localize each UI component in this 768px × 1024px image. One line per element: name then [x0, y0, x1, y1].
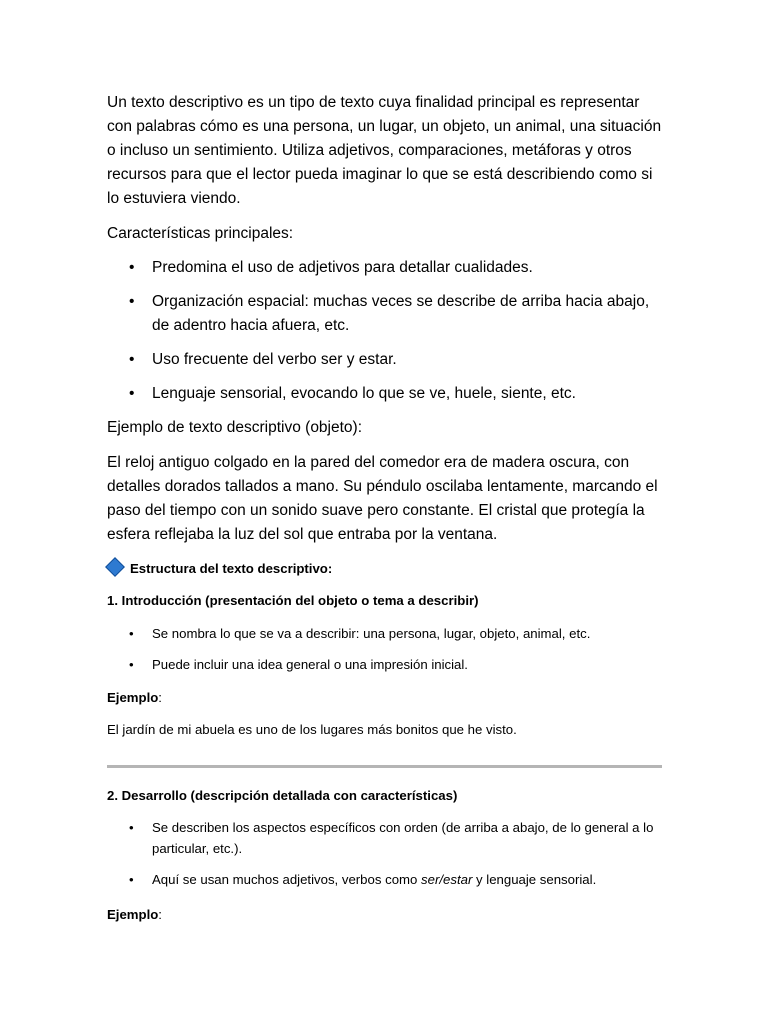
example-paragraph: El reloj antiguo colgado en la pared del comedor era de madera oscura, con detalles dorados tallados a mano. Su péndulo oscilaba lentamente, marcando el paso del tiempo con un sonido suave pero constante. El cristal que protegía la esfera reflejaba la luz del sol que entraba por la ventana.: [107, 454, 658, 543]
list-item: • Lenguaje sensorial, evocando lo que se ve, huele, siente, etc.: [107, 382, 667, 406]
bullet: •: [129, 293, 135, 310]
characteristics-heading: Características principales:: [107, 225, 294, 242]
section1-list: [107, 623, 667, 685]
section1-heading: 1. Introducción (presentación del objeto o tema a describir): [107, 593, 479, 608]
bullet: •: [129, 259, 135, 276]
list-item: • Aquí se usan muchos adjetivos, verbos como ser/estar y lenguaje sensorial.: [107, 869, 667, 890]
section1-example-label: Ejemplo:: [107, 690, 162, 705]
list-item: • Se nombra lo que se va a describir: una persona, lugar, objeto, animal, etc.: [107, 623, 667, 644]
bullet: •: [129, 872, 134, 887]
intro-paragraph: Un texto descriptivo es un tipo de texto cuya finalidad principal es representar con palabras cómo es una persona, un lugar, un objeto, un animal, una situación o incluso un sentimiento. Utiliza adjetivos, comparaciones, metáforas y otros recursos para que el lector pueda imaginar lo que se está describiendo como si lo estuviera viendo.: [107, 94, 662, 207]
bullet: •: [129, 657, 134, 672]
section2-example-label: Ejemplo:: [107, 907, 162, 922]
characteristics-list: [107, 256, 667, 416]
section2-heading: 2. Desarrollo (descripción detallada con características): [107, 788, 458, 803]
bullet: •: [129, 351, 135, 368]
structure-heading: Estructura del texto descriptivo:: [105, 558, 665, 579]
list-item: • Puede incluir una idea general o una impresión inicial.: [107, 654, 667, 675]
section1-example-text: El jardín de mi abuela es uno de los lugares más bonitos que he visto.: [107, 722, 517, 737]
diamond-icon: [105, 557, 125, 577]
horizontal-divider: [107, 765, 662, 768]
list-item: • Uso frecuente del verbo ser y estar.: [107, 348, 667, 372]
section2-list: [107, 817, 667, 900]
bullet: •: [129, 626, 134, 641]
example-heading: Ejemplo de texto descriptivo (objeto):: [107, 419, 363, 436]
list-item: • Predomina el uso de adjetivos para detallar cualidades.: [107, 256, 667, 280]
bullet: •: [129, 385, 135, 402]
list-item: • Organización espacial: muchas veces se describe de arriba hacia abajo, de adentro hacia afuera, etc.: [107, 290, 667, 338]
list-item: • Se describen los aspectos específicos con orden (de arriba a abajo, de lo general a lo particular, etc.).: [107, 817, 667, 859]
bullet: •: [129, 820, 134, 835]
